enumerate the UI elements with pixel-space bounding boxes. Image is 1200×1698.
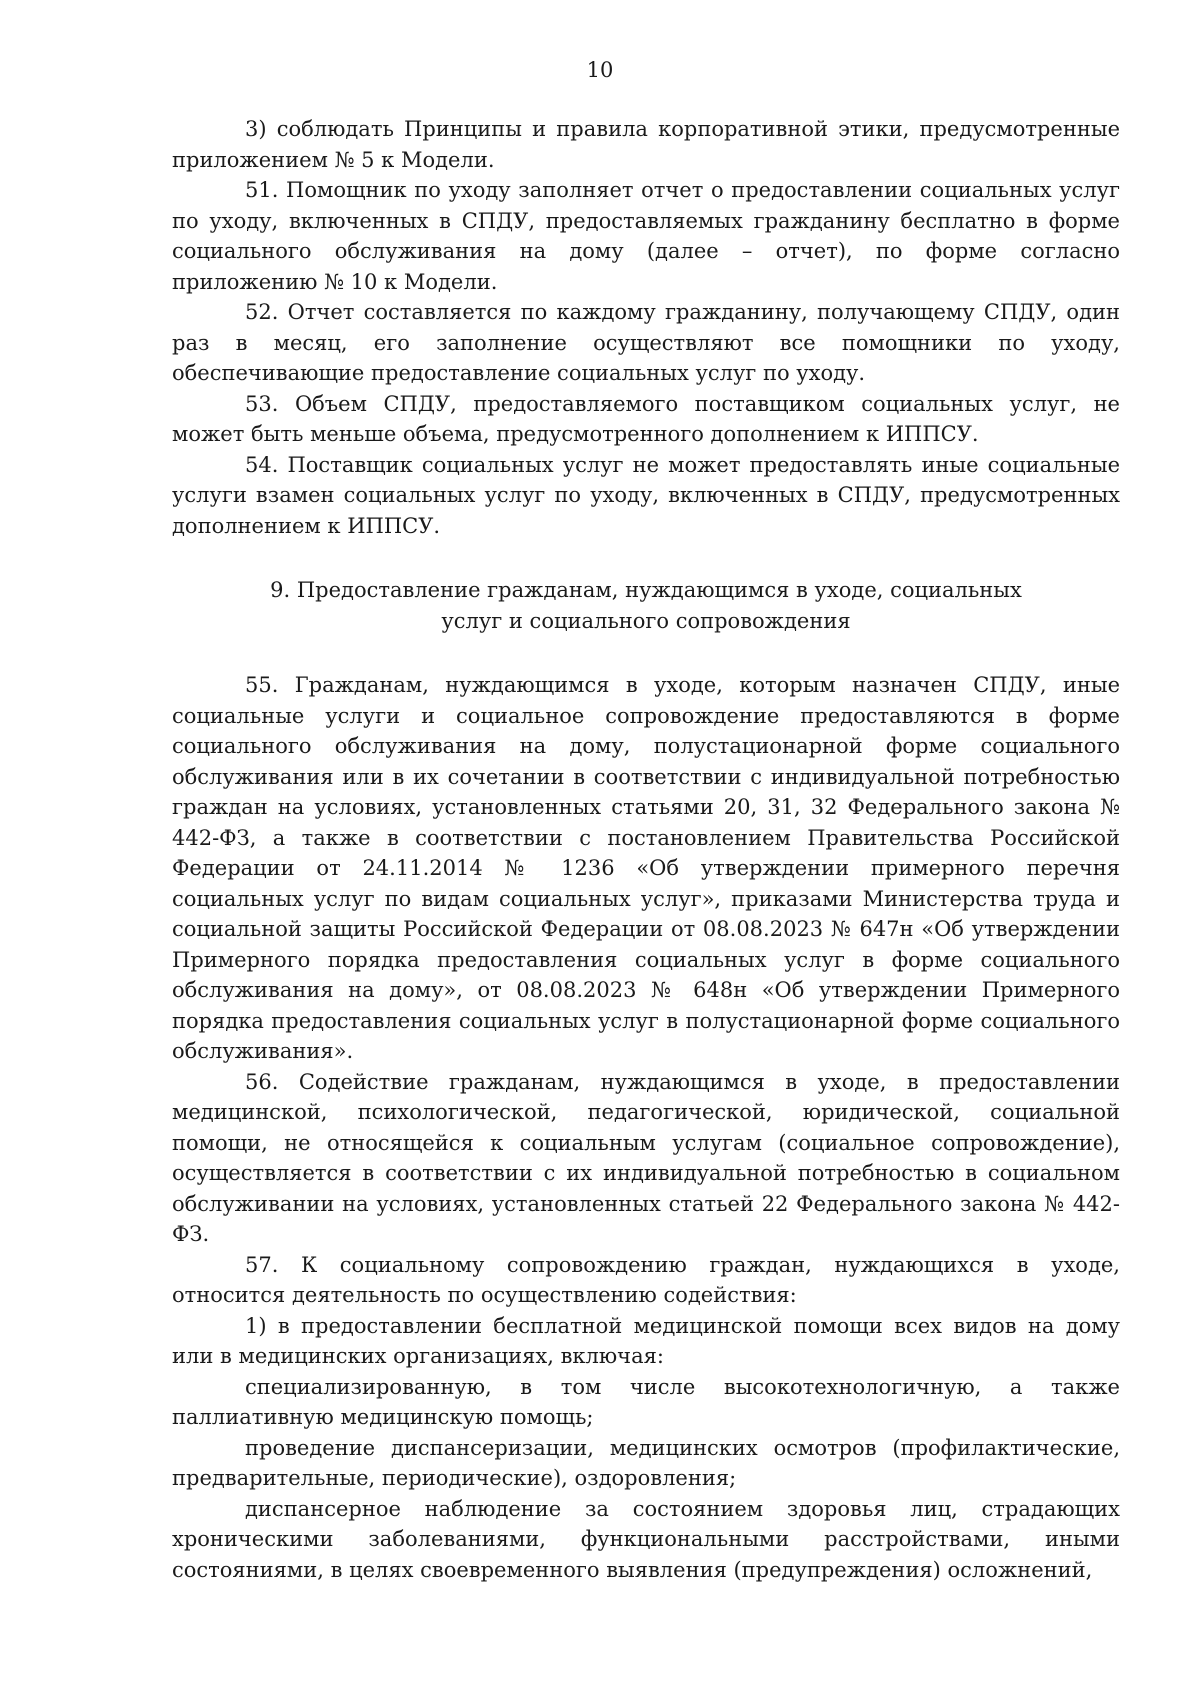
section-heading	[172, 575, 1120, 636]
paragraph-56: 56. Содействие гражданам, нуждающимся в уходе, в предоставлении медицинской, психологической, педагогической, юридической, социальной помощи, не относящейся к социальным услугам (социальное сопровождение), осуществляется в соответствии с их индивидуальной потребностью в социальном обслуживании на условиях, установленных статьей 22 Федерального закона № 442-ФЗ.	[172, 1069, 1120, 1246]
paragraph-57-item-1-specialized: специализированную, в том числе высокотехнологичную, а также паллиативную медицинскую помощь;	[172, 1374, 1120, 1429]
paragraph-55: 55. Гражданам, нуждающимся в уходе, которым назначен СПДУ, иные социальные услуги и социальное сопровождение предоставляются в форме социального обслуживания на дому, полустационарной форме социального обслуживания или в их сочетании в соответствии с индивидуальной потребностью граждан на условиях, установленных статьями 20, 31, 32 Федерального закона № 442-ФЗ, а также в соответствии с постановлением Правительства Российской Федерации от 24.11.2014 № 1236 «Об утверждении примерного перечня социальных услуг по видам социальных услуг», приказами Министерства труда и социальной защиты Российской Федерации от 08.08.2023 № 647н «Об утверждении Примерного порядка предоставления социальных услуг в форме социального обслуживания на дому», от 08.08.2023 № 648н «Об утверждении Примерного порядка предоставления социальных услуг в полустационарной форме социального обслуживания».	[172, 673, 1120, 1063]
paragraph-54: 54. Поставщик социальных услуг не может предоставлять иные социальные услуги взамен социальных услуг по уходу, включенных в СПДУ, предусмотренных дополнением к ИППСУ.	[172, 452, 1120, 538]
paragraph-57-item-1: 1) в предоставлении бесплатной медицинской помощи всех видов на дому или в медицинских организациях, включая:	[172, 1313, 1120, 1368]
paragraph-52: 52. Отчет составляется по каждому гражданину, получающему СПДУ, один раз в месяц, его заполнение осуществляют все помощники по уходу, обеспечивающие предоставление социальных услуг по уходу.	[172, 300, 1120, 385]
section-heading-line-1: 9. Предоставление гражданам, нуждающимся в уходе, социальных	[270, 578, 1022, 602]
page-number: 10	[586, 58, 614, 82]
paragraph-51: 51. Помощник по уходу заполняет отчет о предоставлении социальных услуг по уходу, включенных в СПДУ, предоставляемых гражданину бесплатно в форме социального обслуживания на дому (далее – отчет), по форме согласно приложению № 10 к Модели.	[172, 178, 1120, 294]
paragraph-57-item-1-dispensary: проведение диспансеризации, медицинских осмотров (профилактические, предварительные, периодические), оздоровления;	[172, 1435, 1120, 1490]
paragraph-53: 53. Объем СПДУ, предоставляемого поставщиком социальных услуг, не может быть меньше объема, предусмотренного дополнением к ИППСУ.	[172, 391, 1120, 446]
paragraph-item-3: 3) соблюдать Принципы и правила корпоративной этики, предусмотренные приложением № 5 к Модели.	[172, 117, 1120, 172]
section-heading-line-2: услуг и социального сопровождения	[441, 608, 851, 633]
paragraph-57-item-1-observation: диспансерное наблюдение за состоянием здоровья лиц, страдающих хроническими заболеваниями, функциональными расстройствами, иными состояниями, в целях своевременного выявления (предупреждения) осложнений,	[172, 1496, 1120, 1582]
document-body	[172, 114, 1120, 1585]
paragraph-57: 57. К социальному сопровождению граждан, нуждающихся в уходе, относится деятельность по осуществлению содействия:	[172, 1252, 1120, 1307]
